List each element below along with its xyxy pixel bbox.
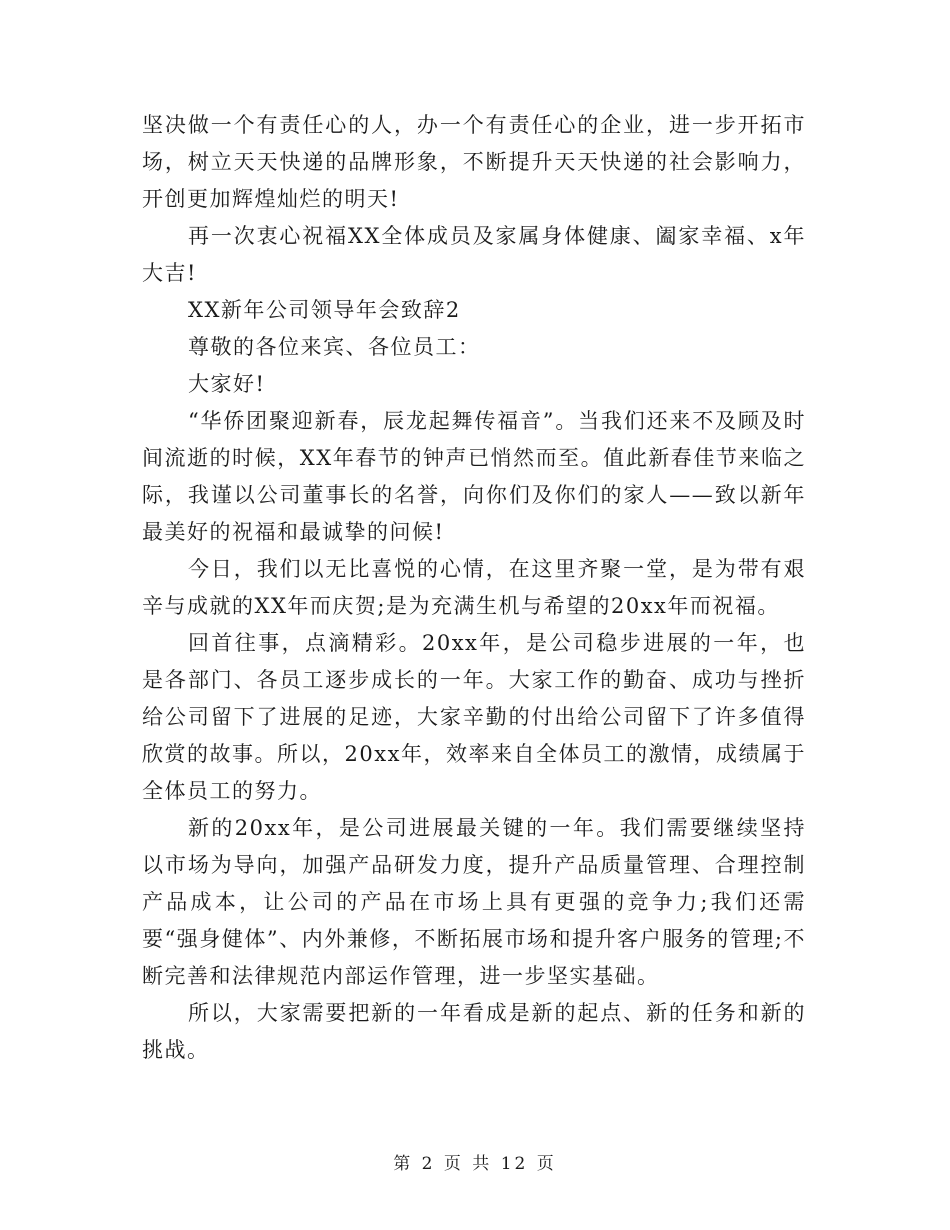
section-heading: XX新年公司领导年会致辞2 xyxy=(188,298,461,322)
paragraph: 新的20xx年，是公司进展最关键的一年。我们需要继续坚持以市场为导向，加强产品研发力度，提升产品质量管理、合理控制产品成本，让公司的产品在市场上具有更强的竞争力;我们还需要“强身健体”、内外兼修，不断拓展市场和提升客户服务的管理;不断完善和法律规范内部运作管理，进一步坚实基础。 xyxy=(142,816,806,988)
paragraph: “华侨团聚迎新春，辰龙起舞传福音”。当我们还来不及顾及时间流逝的时候，XX年春节的钟声已悄然而至。值此新春佳节来临之际，我谨以公司董事长的名誉，向你们及你们的家人——致以新年最美好的祝福和最诚挚的问候! xyxy=(142,409,806,544)
paragraph: 今日，我们以无比喜悦的心情，在这里齐聚一堂，是为带有艰辛与成就的XX年而庆贺;是为充满生机与希望的20xx年而祝福。 xyxy=(142,557,806,618)
greeting: 大家好! xyxy=(188,372,266,396)
paragraph: 回首往事，点滴精彩。20xx年，是公司稳步进展的一年，也是各部门、各员工逐步成长的一年。大家工作的勤奋、成功与挫折给公司留下了进展的足迹，大家辛勤的付出给公司留下了许多值得欣赏的故事。所以，20xx年，效率来自全体员工的激情，成绩属于全体员工的努力。 xyxy=(142,631,806,803)
paragraph: 坚决做一个有责任心的人，办一个有责任心的企业，进一步开拓市场，树立天天快递的品牌形象，不断提升天天快递的社会影响力，开创更加辉煌灿烂的明天! xyxy=(142,113,806,211)
salutation: 尊敬的各位来宾、各位员工： xyxy=(188,335,481,359)
document-body xyxy=(142,107,806,1069)
paragraph: 所以，大家需要把新的一年看成是新的起点、新的任务和新的挑战。 xyxy=(142,1001,806,1062)
paragraph: 再一次衷心祝福XX全体成员及家属身体健康、阖家幸福、x年大吉! xyxy=(142,224,806,285)
page-number: 第 2 页 共 12 页 xyxy=(393,1154,557,1174)
